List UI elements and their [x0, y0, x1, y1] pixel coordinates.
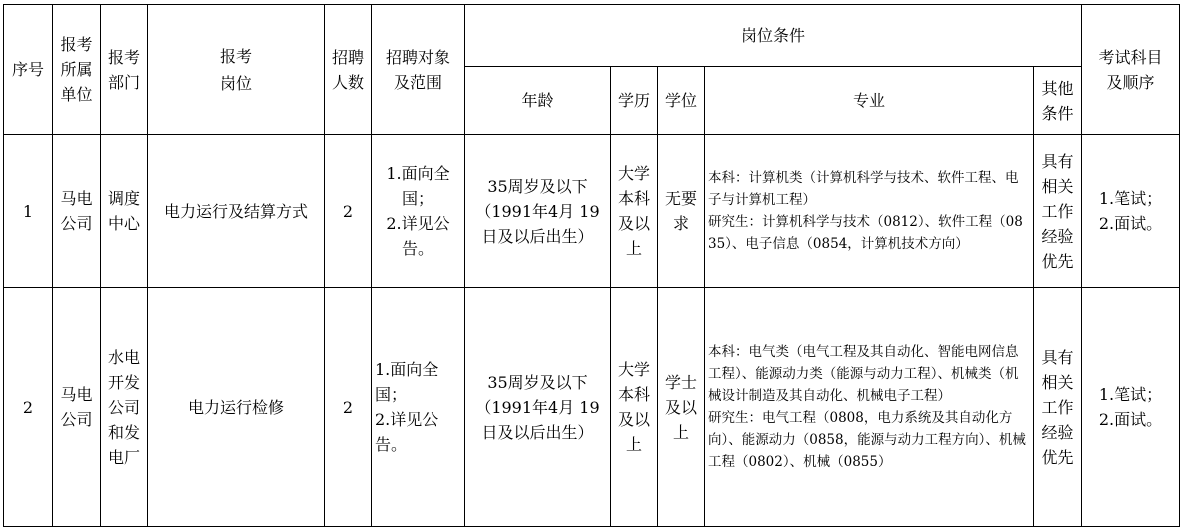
cell-scope: 1.面向全 国； 2.详见公 告。: [372, 135, 465, 288]
cell-seq: 2: [4, 288, 53, 527]
cell-dept: 水电 开发 公司 和发 电厂: [101, 288, 148, 527]
cell-age: 35周岁及以下 （1991年4月 19 日及以后出生）: [465, 288, 611, 527]
cell-exam: 1.笔试； 2.面试。: [1082, 288, 1180, 527]
cell-major: 本科：计算机类（计算机科学与技术、软件工程、电子与计算机工程） 研究生：计算机科学与技术（0812）、软件工程（0835）、电子信息（0854，计算机技术方向）: [705, 135, 1034, 288]
cell-post: 电力运行检修: [148, 288, 325, 527]
cell-degree: 无要 求: [658, 135, 705, 288]
header-degree: 学位: [658, 67, 705, 135]
cell-scope: 1.面向全 国； 2.详见公 告。: [372, 288, 465, 527]
header-major: 专业: [705, 67, 1034, 135]
cell-degree: 学士 及以 上: [658, 288, 705, 527]
cell-count: 2: [325, 288, 372, 527]
header-seq: 序号: [4, 5, 53, 135]
header-other: 其他 条件: [1034, 67, 1082, 135]
cell-post: 电力运行及结算方式: [148, 135, 325, 288]
cell-other: 具有 相关 工作 经验 优先: [1034, 135, 1082, 288]
cell-age: 35周岁及以下 （1991年4月 19 日及以后出生）: [465, 135, 611, 288]
header-dept: 报考 部门: [101, 5, 148, 135]
cell-other: 具有 相关 工作 经验 优先: [1034, 288, 1082, 527]
cell-count: 2: [325, 135, 372, 288]
header-exam: 考试科目 及顺序: [1082, 5, 1180, 135]
table-row: [4, 135, 1180, 288]
header-count: 招聘 人数: [325, 5, 372, 135]
cell-education: 大学 本科 及以 上: [611, 135, 658, 288]
cell-major: 本科：电气类（电气工程及其自动化、智能电网信息工程）、能源动力类（能源与动力工程）、机械类（机械设计制造及其自动化、机械电子工程） 研究生：电气工程（0808，电力系统及其自动化方向）、能源动力（0858，能源与动力工程方向）、机械工程（0802）、机械（0855）: [705, 288, 1034, 527]
cell-education: 大学 本科 及以 上: [611, 288, 658, 527]
header-conditions: 岗位条件: [465, 5, 1082, 67]
header-unit: 报考 所属 单位: [53, 5, 101, 135]
cell-unit: 马电 公司: [53, 135, 101, 288]
header-post: 报考 岗位: [148, 5, 325, 135]
header-row-1: [4, 5, 1180, 67]
header-age: 年龄: [465, 67, 611, 135]
cell-seq: 1: [4, 135, 53, 288]
table-row: [4, 288, 1180, 527]
cell-dept: 调度 中心: [101, 135, 148, 288]
recruitment-table: [3, 4, 1180, 527]
header-education: 学历: [611, 67, 658, 135]
header-scope: 招聘对象 及范围: [372, 5, 465, 135]
cell-unit: 马电 公司: [53, 288, 101, 527]
cell-exam: 1.笔试； 2.面试。: [1082, 135, 1180, 288]
